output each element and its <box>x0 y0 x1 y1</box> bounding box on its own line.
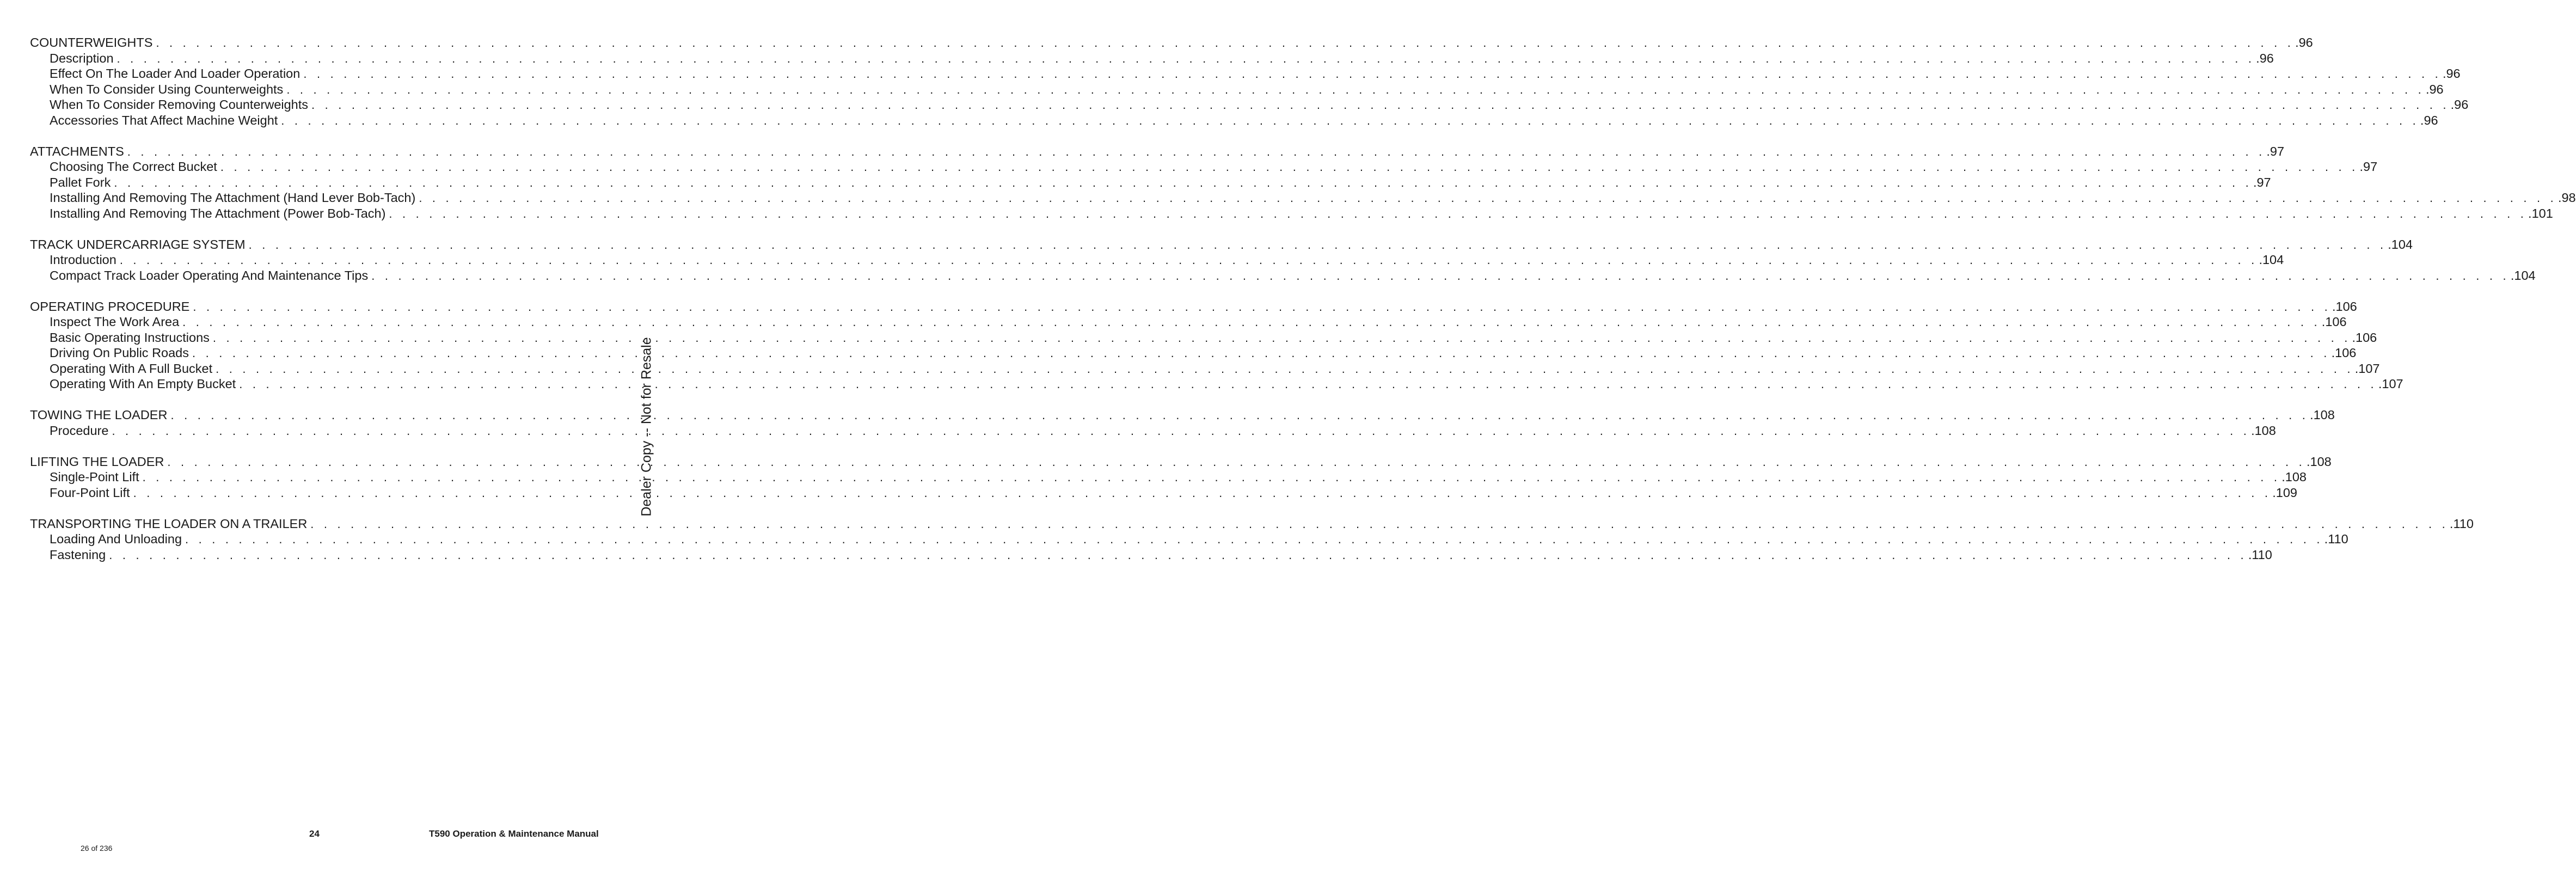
toc-section-heading-title: TOWING THE LOADER <box>30 408 168 422</box>
toc-entry[interactable] <box>30 469 2307 485</box>
toc-section-heading-title: OPERATING PROCEDURE <box>30 299 190 314</box>
toc-section-heading-title: ATTACHMENTS <box>30 144 124 158</box>
toc-entry-title: Operating With A Full Bucket <box>50 361 213 376</box>
toc-section <box>30 299 2403 392</box>
toc-entry-title: Operating With An Empty Bucket <box>50 377 236 391</box>
toc-entry-page: .110 <box>2324 532 2348 546</box>
dot-leader: . . . . . . . . . . . . . . . . . . . . . . . . . . . . . . . . . . . . . . . . . . . . . . . . . . . . . . . . . . . . . . . . . . . . . . . . . . . . . . . . . . . . . . . . . . . . . . . . . . . . . . . . . . . . . . . . . . . . . . . . . . . . . . . . . . . . . . . . . . . . . . . . . . . . . . . . . . . . . . . . <box>182 315 2321 329</box>
toc-entry[interactable] <box>30 82 2444 97</box>
toc-entry[interactable] <box>30 190 2576 206</box>
dot-leader: . . . . . . . . . . . . . . . . . . . . . . . . . . . . . . . . . . . . . . . . . . . . . . . . . . . . . . . . . . . . . . . . . . . . . . . . . . . . . . . . . . . . . . . . . . . . . . . . . . . . . . . . . . . . . . . . . . . . . . . . . . . . . . . . . . . . . . . . . . . . . . . . . . . . . . . . . . . . . . . . <box>127 144 2266 158</box>
dot-leader: . . . . . . . . . . . . . . . . . . . . . . . . . . . . . . . . . . . . . . . . . . . . . . . . . . . . . . . . . . . . . . . . . . . . . . . . . . . . . . . . . . . . . . . . . . . . . . . . . . . . . . . . . . . . . . . . . . . . . . . . . . . . . . . . . . . . . . . . . . . . . . . . . . . . . . . . . . . . . . . . <box>167 455 2305 469</box>
footer-page-number: 24 <box>309 829 320 839</box>
toc-section-heading-page: .106 <box>2332 299 2357 314</box>
toc-section-heading-title: TRANSPORTING THE LOADER ON A TRAILER <box>30 516 308 531</box>
toc-entry[interactable] <box>30 159 2378 175</box>
dot-leader: . . . . . . . . . . . . . . . . . . . . . . . . . . . . . . . . . . . . . . . . . . . . . . . . . . . . . . . . . . . . . . . . . . . . . . . . . . . . . . . . . . . . . . . . . . . . . . . . . . . . . . . . . . . . . . . . . . . . . . . . . . . . . . . . . . . . . . . . . . . . . . . . . . . . . . . . . . . . . . . . <box>133 486 2272 500</box>
toc-section <box>30 407 2335 438</box>
toc-entry-title: When To Consider Using Counterweights <box>50 82 284 96</box>
toc-entry-page: .96 <box>2450 97 2469 112</box>
toc-entry-title: Procedure <box>50 423 109 438</box>
toc-entry[interactable] <box>30 314 2347 330</box>
toc-entry[interactable] <box>30 485 2297 501</box>
toc-entry-title: Compact Track Loader Operating And Maintenance Tips <box>50 268 369 283</box>
dot-leader: . . . . . . . . . . . . . . . . . . . . . . . . . . . . . . . . . . . . . . . . . . . . . . . . . . . . . . . . . . . . . . . . . . . . . . . . . . . . . . . . . . . . . . . . . . . . . . . . . . . . . . . . . . . . . . . . . . . . . . . . . . . . . . . . . . . . . . . . . . . . . . . . . . . . . . . . . . . . . . . . <box>212 330 2351 345</box>
toc-entry[interactable] <box>30 547 2272 563</box>
dot-leader: . . . . . . . . . . . . . . . . . . . . . . . . . . . . . . . . . . . . . . . . . . . . . . . . . . . . . . . . . . . . . . . . . . . . . . . . . . . . . . . . . . . . . . . . . . . . . . . . . . . . . . . . . . . . . . . . . . . . . . . . . . . . . . . . . . . . . . . . . . . . . . . . . . . . . . . . . . . . . . . . <box>419 191 2557 205</box>
toc-section-heading-page: .104 <box>2388 237 2413 252</box>
dot-leader: . . . . . . . . . . . . . . . . . . . . . . . . . . . . . . . . . . . . . . . . . . . . . . . . . . . . . . . . . . . . . . . . . . . . . . . . . . . . . . . . . . . . . . . . . . . . . . . . . . . . . . . . . . . . . . . . . . . . . . . . . . . . . . . . . . . . . . . . . . . . . . . . . . . . . . . . . . . . . . . . <box>389 206 2528 220</box>
toc-section <box>30 454 2332 501</box>
toc-section-heading[interactable] <box>30 407 2335 423</box>
watermark: Dealer Copy -- Not for Resale <box>639 337 654 517</box>
dot-leader: . . . . . . . . . . . . . . . . . . . . . . . . . . . . . . . . . . . . . . . . . . . . . . . . . . . . . . . . . . . . . . . . . . . . . . . . . . . . . . . . . . . . . . . . . . . . . . . . . . . . . . . . . . . . . . . . . . . . . . . . . . . . . . . . . . . . . . . . . . . . . . . . . . . . . . . . . . . . . . . . <box>371 268 2510 283</box>
toc-entry-title: Accessories That Affect Machine Weight <box>50 113 278 127</box>
toc-entry[interactable] <box>30 268 2536 284</box>
toc-entry-page: .110 <box>2248 547 2272 562</box>
toc-section-heading-page: .97 <box>2266 144 2285 158</box>
footer-page-count: 26 of 236 <box>81 844 113 852</box>
toc-entry-page: .107 <box>2378 377 2403 391</box>
dot-leader: . . . . . . . . . . . . . . . . . . . . . . . . . . . . . . . . . . . . . . . . . . . . . . . . . . . . . . . . . . . . . . . . . . . . . . . . . . . . . . . . . . . . . . . . . . . . . . . . . . . . . . . . . . . . . . . . . . . . . . . . . . . . . . . . . . . . . . . . . . . . . . . . . . . . . . . . . . . . . . . . <box>239 377 2377 391</box>
toc-entry-title: Single-Point Lift <box>50 470 139 484</box>
dot-leader: . . . . . . . . . . . . . . . . . . . . . . . . . . . . . . . . . . . . . . . . . . . . . . . . . . . . . . . . . . . . . . . . . . . . . . . . . . . . . . . . . . . . . . . . . . . . . . . . . . . . . . . . . . . . . . . . . . . . . . . . . . . . . . . . . . . . . . . . . . . . . . . . . . . . . . . . . . . . . . . . <box>216 361 2354 376</box>
toc-entry-title: Introduction <box>50 253 116 267</box>
toc-section-heading-title: LIFTING THE LOADER <box>30 454 164 469</box>
toc-section-heading[interactable] <box>30 237 2413 253</box>
toc-entry-page: .106 <box>2352 330 2377 345</box>
toc-section <box>30 237 2536 284</box>
toc-entry-page: .97 <box>2359 160 2378 174</box>
toc-entry[interactable] <box>30 330 2377 346</box>
toc-entry[interactable] <box>30 97 2469 113</box>
dot-leader: . . . . . . . . . . . . . . . . . . . . . . . . . . . . . . . . . . . . . . . . . . . . . . . . . . . . . . . . . . . . . . . . . . . . . . . . . . . . . . . . . . . . . . . . . . . . . . . . . . . . . . . . . . . . . . . . . . . . . . . . . . . . . . . . . . . . . . . . . . . . . . . . . . . . . . . . . . . . . . . . <box>192 346 2330 360</box>
toc-entry-page: .96 <box>2256 51 2274 65</box>
toc-entry-title: Loading And Unloading <box>50 532 182 546</box>
dot-leader: . . . . . . . . . . . . . . . . . . . . . . . . . . . . . . . . . . . . . . . . . . . . . . . . . . . . . . . . . . . . . . . . . . . . . . . . . . . . . . . . . . . . . . . . . . . . . . . . . . . . . . . . . . . . . . . . . . . . . . . . . . . . . . . . . . . . . . . . . . . . . . . . . . . . . . . . . . . . . . . . <box>114 175 2252 189</box>
toc-section-heading[interactable] <box>30 454 2332 470</box>
toc-entry-page: .97 <box>2253 175 2271 189</box>
toc-entry-title: Inspect The Work Area <box>50 315 180 329</box>
toc-entry-page: .104 <box>2259 253 2284 267</box>
toc-entry[interactable] <box>30 51 2274 66</box>
toc-section-heading-page: .96 <box>2295 35 2313 50</box>
toc-entry-title: Installing And Removing The Attachment (Hand Lever Bob-Tach) <box>50 191 416 205</box>
toc-entry-page: .107 <box>2354 361 2380 376</box>
toc-section <box>30 144 2576 222</box>
toc-section-heading[interactable] <box>30 299 2357 315</box>
dot-leader: . . . . . . . . . . . . . . . . . . . . . . . . . . . . . . . . . . . . . . . . . . . . . . . . . . . . . . . . . . . . . . . . . . . . . . . . . . . . . . . . . . . . . . . . . . . . . . . . . . . . . . . . . . . . . . . . . . . . . . . . . . . . . . . . . . . . . . . . . . . . . . . . . . . . . . . . . . . . . . . . <box>109 548 2247 562</box>
toc-entry-title: Basic Operating Instructions <box>50 330 210 345</box>
dot-leader: . . . . . . . . . . . . . . . . . . . . . . . . . . . . . . . . . . . . . . . . . . . . . . . . . . . . . . . . . . . . . . . . . . . . . . . . . . . . . . . . . . . . . . . . . . . . . . . . . . . . . . . . . . . . . . . . . . . . . . . . . . . . . . . . . . . . . . . . . . . . . . . . . . . . . . . . . . . . . . . . <box>119 253 2258 267</box>
toc-section-heading[interactable] <box>30 35 2313 51</box>
toc-entry[interactable] <box>30 361 2380 377</box>
toc-entry-page: .96 <box>2442 66 2461 81</box>
toc-section-heading-page: .110 <box>2449 516 2474 531</box>
toc-entry-page: .106 <box>2321 315 2347 329</box>
dot-leader: . . . . . . . . . . . . . . . . . . . . . . . . . . . . . . . . . . . . . . . . . . . . . . . . . . . . . . . . . . . . . . . . . . . . . . . . . . . . . . . . . . . . . . . . . . . . . . . . . . . . . . . . . . . . . . . . . . . . . . . . . . . . . . . . . . . . . . . . . . . . . . . . . . . . . . . . . . . . . . . . <box>248 237 2387 252</box>
dot-leader: . . . . . . . . . . . . . . . . . . . . . . . . . . . . . . . . . . . . . . . . . . . . . . . . . . . . . . . . . . . . . . . . . . . . . . . . . . . . . . . . . . . . . . . . . . . . . . . . . . . . . . . . . . . . . . . . . . . . . . . . . . . . . . . . . . . . . . . . . . . . . . . . . . . . . . . . . . . . . . . . <box>116 51 2255 65</box>
toc-entry-page: .101 <box>2528 206 2553 220</box>
toc-entry[interactable] <box>30 252 2284 268</box>
dot-leader: . . . . . . . . . . . . . . . . . . . . . . . . . . . . . . . . . . . . . . . . . . . . . . . . . . . . . . . . . . . . . . . . . . . . . . . . . . . . . . . . . . . . . . . . . . . . . . . . . . . . . . . . . . . . . . . . . . . . . . . . . . . . . . . . . . . . . . . . . . . . . . . . . . . . . . . . . . . . . . . . <box>286 82 2425 96</box>
toc-entry-title: Installing And Removing The Attachment (Power Bob-Tach) <box>50 206 386 220</box>
toc-entry-title: Description <box>50 51 114 65</box>
dot-leader: . . . . . . . . . . . . . . . . . . . . . . . . . . . . . . . . . . . . . . . . . . . . . . . . . . . . . . . . . . . . . . . . . . . . . . . . . . . . . . . . . . . . . . . . . . . . . . . . . . . . . . . . . . . . . . . . . . . . . . . . . . . . . . . . . . . . . . . . . . . . . . . . . . . . . . . . . . . . . . . . <box>156 36 2295 50</box>
toc-entry[interactable] <box>30 531 2348 547</box>
toc-entry[interactable] <box>30 175 2271 191</box>
dot-leader: . . . . . . . . . . . . . . . . . . . . . . . . . . . . . . . . . . . . . . . . . . . . . . . . . . . . . . . . . . . . . . . . . . . . . . . . . . . . . . . . . . . . . . . . . . . . . . . . . . . . . . . . . . . . . . . . . . . . . . . . . . . . . . . . . . . . . . . . . . . . . . . . . . . . . . . . . . . . . . . . <box>193 299 2331 314</box>
toc-entry-page: .96 <box>2420 113 2438 127</box>
toc-entry-page: .98 <box>2557 191 2576 205</box>
toc-entry[interactable] <box>30 345 2357 361</box>
toc-section-heading-page: .108 <box>2310 408 2335 422</box>
toc-section-heading[interactable] <box>30 516 2474 532</box>
toc-section-heading-title: TRACK UNDERCARRIAGE SYSTEM <box>30 237 246 252</box>
toc-entry-title: When To Consider Removing Counterweights <box>50 97 309 112</box>
dot-leader: . . . . . . . . . . . . . . . . . . . . . . . . . . . . . . . . . . . . . . . . . . . . . . . . . . . . . . . . . . . . . . . . . . . . . . . . . . . . . . . . . . . . . . . . . . . . . . . . . . . . . . . . . . . . . . . . . . . . . . . . . . . . . . . . . . . . . . . . . . . . . . . . . . . . . . . . . . . . . . . . <box>112 424 2250 438</box>
dot-leader: . . . . . . . . . . . . . . . . . . . . . . . . . . . . . . . . . . . . . . . . . . . . . . . . . . . . . . . . . . . . . . . . . . . . . . . . . . . . . . . . . . . . . . . . . . . . . . . . . . . . . . . . . . . . . . . . . . . . . . . . . . . . . . . . . . . . . . . . . . . . . . . . . . . . . . . . . . . . . . . . <box>142 470 2281 484</box>
toc-entry-page: .106 <box>2331 346 2357 360</box>
toc-entry[interactable] <box>30 66 2461 82</box>
dot-leader: . . . . . . . . . . . . . . . . . . . . . . . . . . . . . . . . . . . . . . . . . . . . . . . . . . . . . . . . . . . . . . . . . . . . . . . . . . . . . . . . . . . . . . . . . . . . . . . . . . . . . . . . . . . . . . . . . . . . . . . . . . . . . . . . . . . . . . . . . . . . . . . . . . . . . . . . . . . . . . . . <box>281 113 2419 127</box>
footer-manual-title: T590 Operation & Maintenance Manual <box>429 829 599 839</box>
toc-entry-page: .108 <box>2251 423 2276 438</box>
toc-entry-page: .109 <box>2272 485 2297 500</box>
toc-entry-title: Choosing The Correct Bucket <box>50 160 217 174</box>
toc-entry[interactable] <box>30 113 2438 128</box>
toc-entry-title: Pallet Fork <box>50 175 111 189</box>
toc-entry[interactable] <box>30 206 2553 222</box>
toc-entry-title: Effect On The Loader And Loader Operation <box>50 66 300 81</box>
dot-leader: . . . . . . . . . . . . . . . . . . . . . . . . . . . . . . . . . . . . . . . . . . . . . . . . . . . . . . . . . . . . . . . . . . . . . . . . . . . . . . . . . . . . . . . . . . . . . . . . . . . . . . . . . . . . . . . . . . . . . . . . . . . . . . . . . . . . . . . . . . . . . . . . . . . . . . . . . . . . . . . . <box>311 98 2450 112</box>
dot-leader: . . . . . . . . . . . . . . . . . . . . . . . . . . . . . . . . . . . . . . . . . . . . . . . . . . . . . . . . . . . . . . . . . . . . . . . . . . . . . . . . . . . . . . . . . . . . . . . . . . . . . . . . . . . . . . . . . . . . . . . . . . . . . . . . . . . . . . . . . . . . . . . . . . . . . . . . . . . . . . . . <box>303 67 2442 81</box>
dot-leader: . . . . . . . . . . . . . . . . . . . . . . . . . . . . . . . . . . . . . . . . . . . . . . . . . . . . . . . . . . . . . . . . . . . . . . . . . . . . . . . . . . . . . . . . . . . . . . . . . . . . . . . . . . . . . . . . . . . . . . . . . . . . . . . . . . . . . . . . . . . . . . . . . . . . . . . . . . . . . . . . <box>310 517 2449 531</box>
dot-leader: . . . . . . . . . . . . . . . . . . . . . . . . . . . . . . . . . . . . . . . . . . . . . . . . . . . . . . . . . . . . . . . . . . . . . . . . . . . . . . . . . . . . . . . . . . . . . . . . . . . . . . . . . . . . . . . . . . . . . . . . . . . . . . . . . . . . . . . . . . . . . . . . . . . . . . . . . . . . . . . . <box>220 160 2359 174</box>
toc-section-heading[interactable] <box>30 144 2285 160</box>
toc-entry-title: Fastening <box>50 547 106 562</box>
toc-entry-title: Four-Point Lift <box>50 485 130 500</box>
toc-entry[interactable] <box>30 376 2403 392</box>
toc-entry[interactable] <box>30 423 2276 439</box>
toc-entry-page: .108 <box>2281 470 2307 484</box>
dot-leader: . . . . . . . . . . . . . . . . . . . . . . . . . . . . . . . . . . . . . . . . . . . . . . . . . . . . . . . . . . . . . . . . . . . . . . . . . . . . . . . . . . . . . . . . . . . . . . . . . . . . . . . . . . . . . . . . . . . . . . . . . . . . . . . . . . . . . . . . . . . . . . . . . . . . . . . . . . . . . . . . <box>170 408 2309 422</box>
toc-entry-page: .104 <box>2510 268 2536 283</box>
toc-entry-title: Driving On Public Roads <box>50 346 189 360</box>
toc-section-heading-title: COUNTERWEIGHTS <box>30 35 153 50</box>
toc-section <box>30 516 2474 563</box>
toc-section <box>30 35 2469 128</box>
toc-section-heading-page: .108 <box>2307 454 2332 469</box>
dot-leader: . . . . . . . . . . . . . . . . . . . . . . . . . . . . . . . . . . . . . . . . . . . . . . . . . . . . . . . . . . . . . . . . . . . . . . . . . . . . . . . . . . . . . . . . . . . . . . . . . . . . . . . . . . . . . . . . . . . . . . . . . . . . . . . . . . . . . . . . . . . . . . . . . . . . . . . . . . . . . . . . <box>185 532 2323 546</box>
toc-entry-page: .96 <box>2425 82 2444 96</box>
